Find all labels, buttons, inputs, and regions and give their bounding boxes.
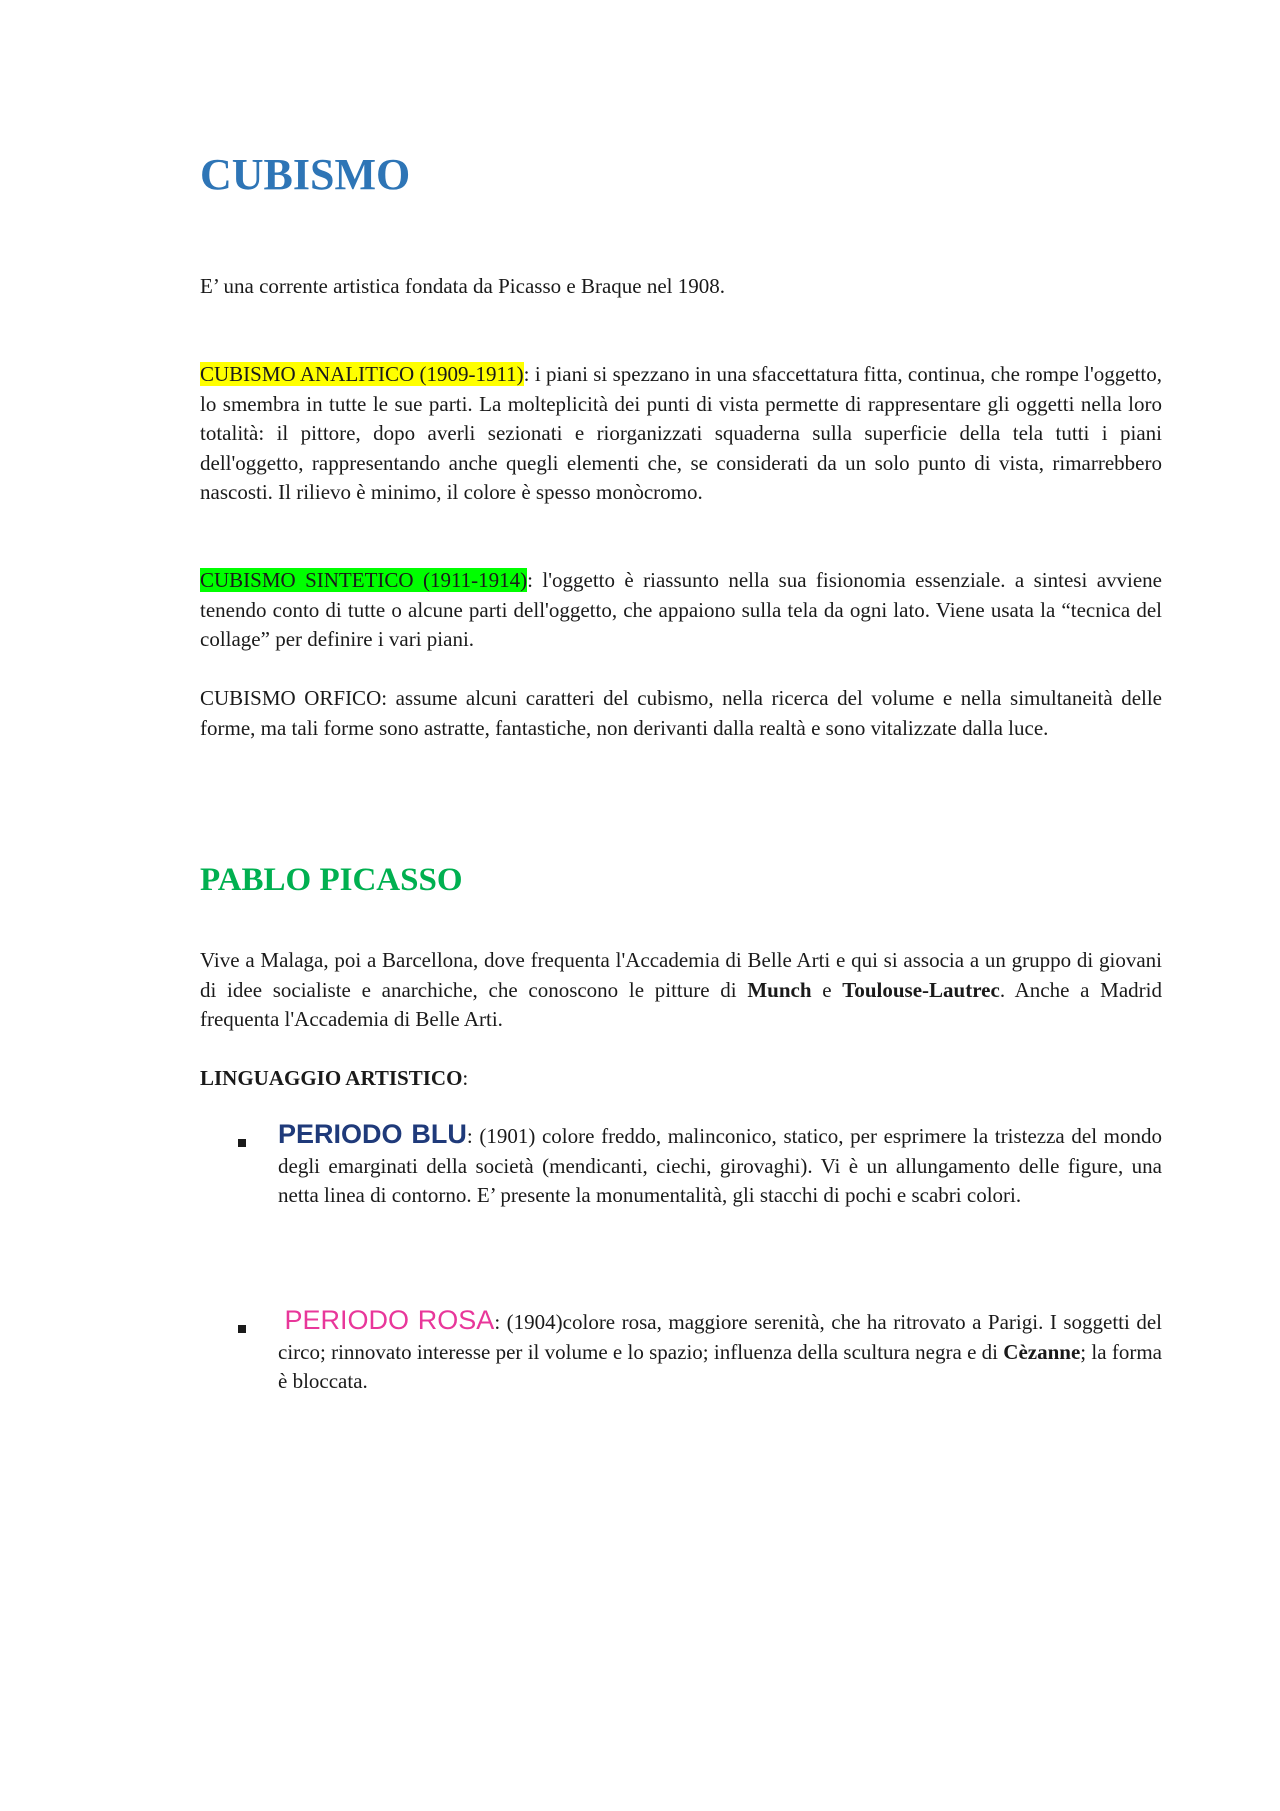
sintetico-text: : l'oggetto è riassunto nella sua fisionomia essenziale. a sintesi avviene tenendo conto di tutte o alcune parti dell'oggetto, che appaiono sulla tela da ogni lato. Viene usata la “tecnica del collage” per definire i vari piani. xyxy=(200,568,1162,651)
intro-paragraph: E’ una corrente artistica fondata da Picasso e Braque nel 1908. xyxy=(200,274,725,298)
periodo-rosa-desc-1: : (1904)colore rosa, maggiore serenità, che ha ritrovato a Parigi. I soggetti del circo; rinnovato interesse per il volume e lo spazio; influenza della scultura negra e di xyxy=(278,1310,1163,1364)
orfico-paragraph: CUBISMO ORFICO: assume alcuni caratteri del cubismo, nella ricerca del volume e nella simultaneità delle forme, ma tali forme sono astratte, fantastiche, non derivanti dalla realtà e sono vitalizzate dalla luce. xyxy=(200,686,1162,740)
analitico-label: CUBISMO ANALITICO (1909-1911) xyxy=(200,362,524,386)
cezanne-name: Cèzanne xyxy=(1003,1339,1081,1364)
analitico-paragraph xyxy=(200,360,1162,508)
bio-text-2: . Anche a Madrid frequenta l'Accademia di Belle Arti. xyxy=(200,977,1162,1031)
periodo-rosa-text xyxy=(278,1306,1162,1397)
sintetico-paragraph xyxy=(200,566,1162,655)
periodo-rosa-label: PERIODO ROSA xyxy=(284,1305,495,1335)
analitico-text: : i piani si spezzano in una sfaccettatura fitta, continua, che rompe l'oggetto, lo smembra in tutte le sue parti. La molteplicità dei punti di vista permette di rappresentare gli oggetti nella loro totalità: il pittore, dopo averli sezionati e riorganizzati squaderna sulla superficie della tela tutti i piani dell'oggetto, rappresentando anche quegli elementi che, se considerati da un solo punto di vista, rimarrebbero nascosti. Il rilievo è minimo, il colore è spesso monòcromo. xyxy=(200,362,1163,504)
toulouse-name: Toulouse-Lautrec xyxy=(842,977,1000,1002)
bullet-icon xyxy=(238,1139,246,1147)
page-title: CUBISMO xyxy=(200,150,411,199)
linguaggio-label: LINGUAGGIO ARTISTICO xyxy=(200,1066,463,1090)
picasso-bio xyxy=(200,946,1162,1035)
bio-text-1: Vive a Malaga, poi a Barcellona, dove frequenta l'Accademia di Belle Arti e qui si associa a un gruppo di giovani di idee socialiste e anarchiche, che conoscono le pitture di xyxy=(200,948,1162,1002)
sintetico-label: CUBISMO SINTETICO (1911-1914) xyxy=(200,568,528,592)
periodo-blu-desc: : (1901) colore freddo, malinconico, statico, per esprimere la tristezza del mondo degli emarginati della società (mendicanti, ciechi, girovaghi). Vi è un allungamento delle figure, una netta linea di contorno. E’ presente la monumentalità, gli stacchi di pochi e scabri colori. xyxy=(278,1124,1162,1207)
bio-and: e xyxy=(811,977,843,1002)
munch-name: Munch xyxy=(747,977,812,1002)
periodo-blu-label: PERIODO BLU xyxy=(278,1119,467,1149)
periodo-rosa-desc-2: ; la forma è bloccata. xyxy=(278,1339,1162,1393)
picasso-heading: PABLO PICASSO xyxy=(200,862,463,898)
periodo-blu-text xyxy=(278,1120,1162,1211)
bullet-icon xyxy=(238,1325,246,1333)
linguaggio-colon: : xyxy=(462,1066,469,1090)
linguaggio-heading xyxy=(200,1064,1162,1094)
